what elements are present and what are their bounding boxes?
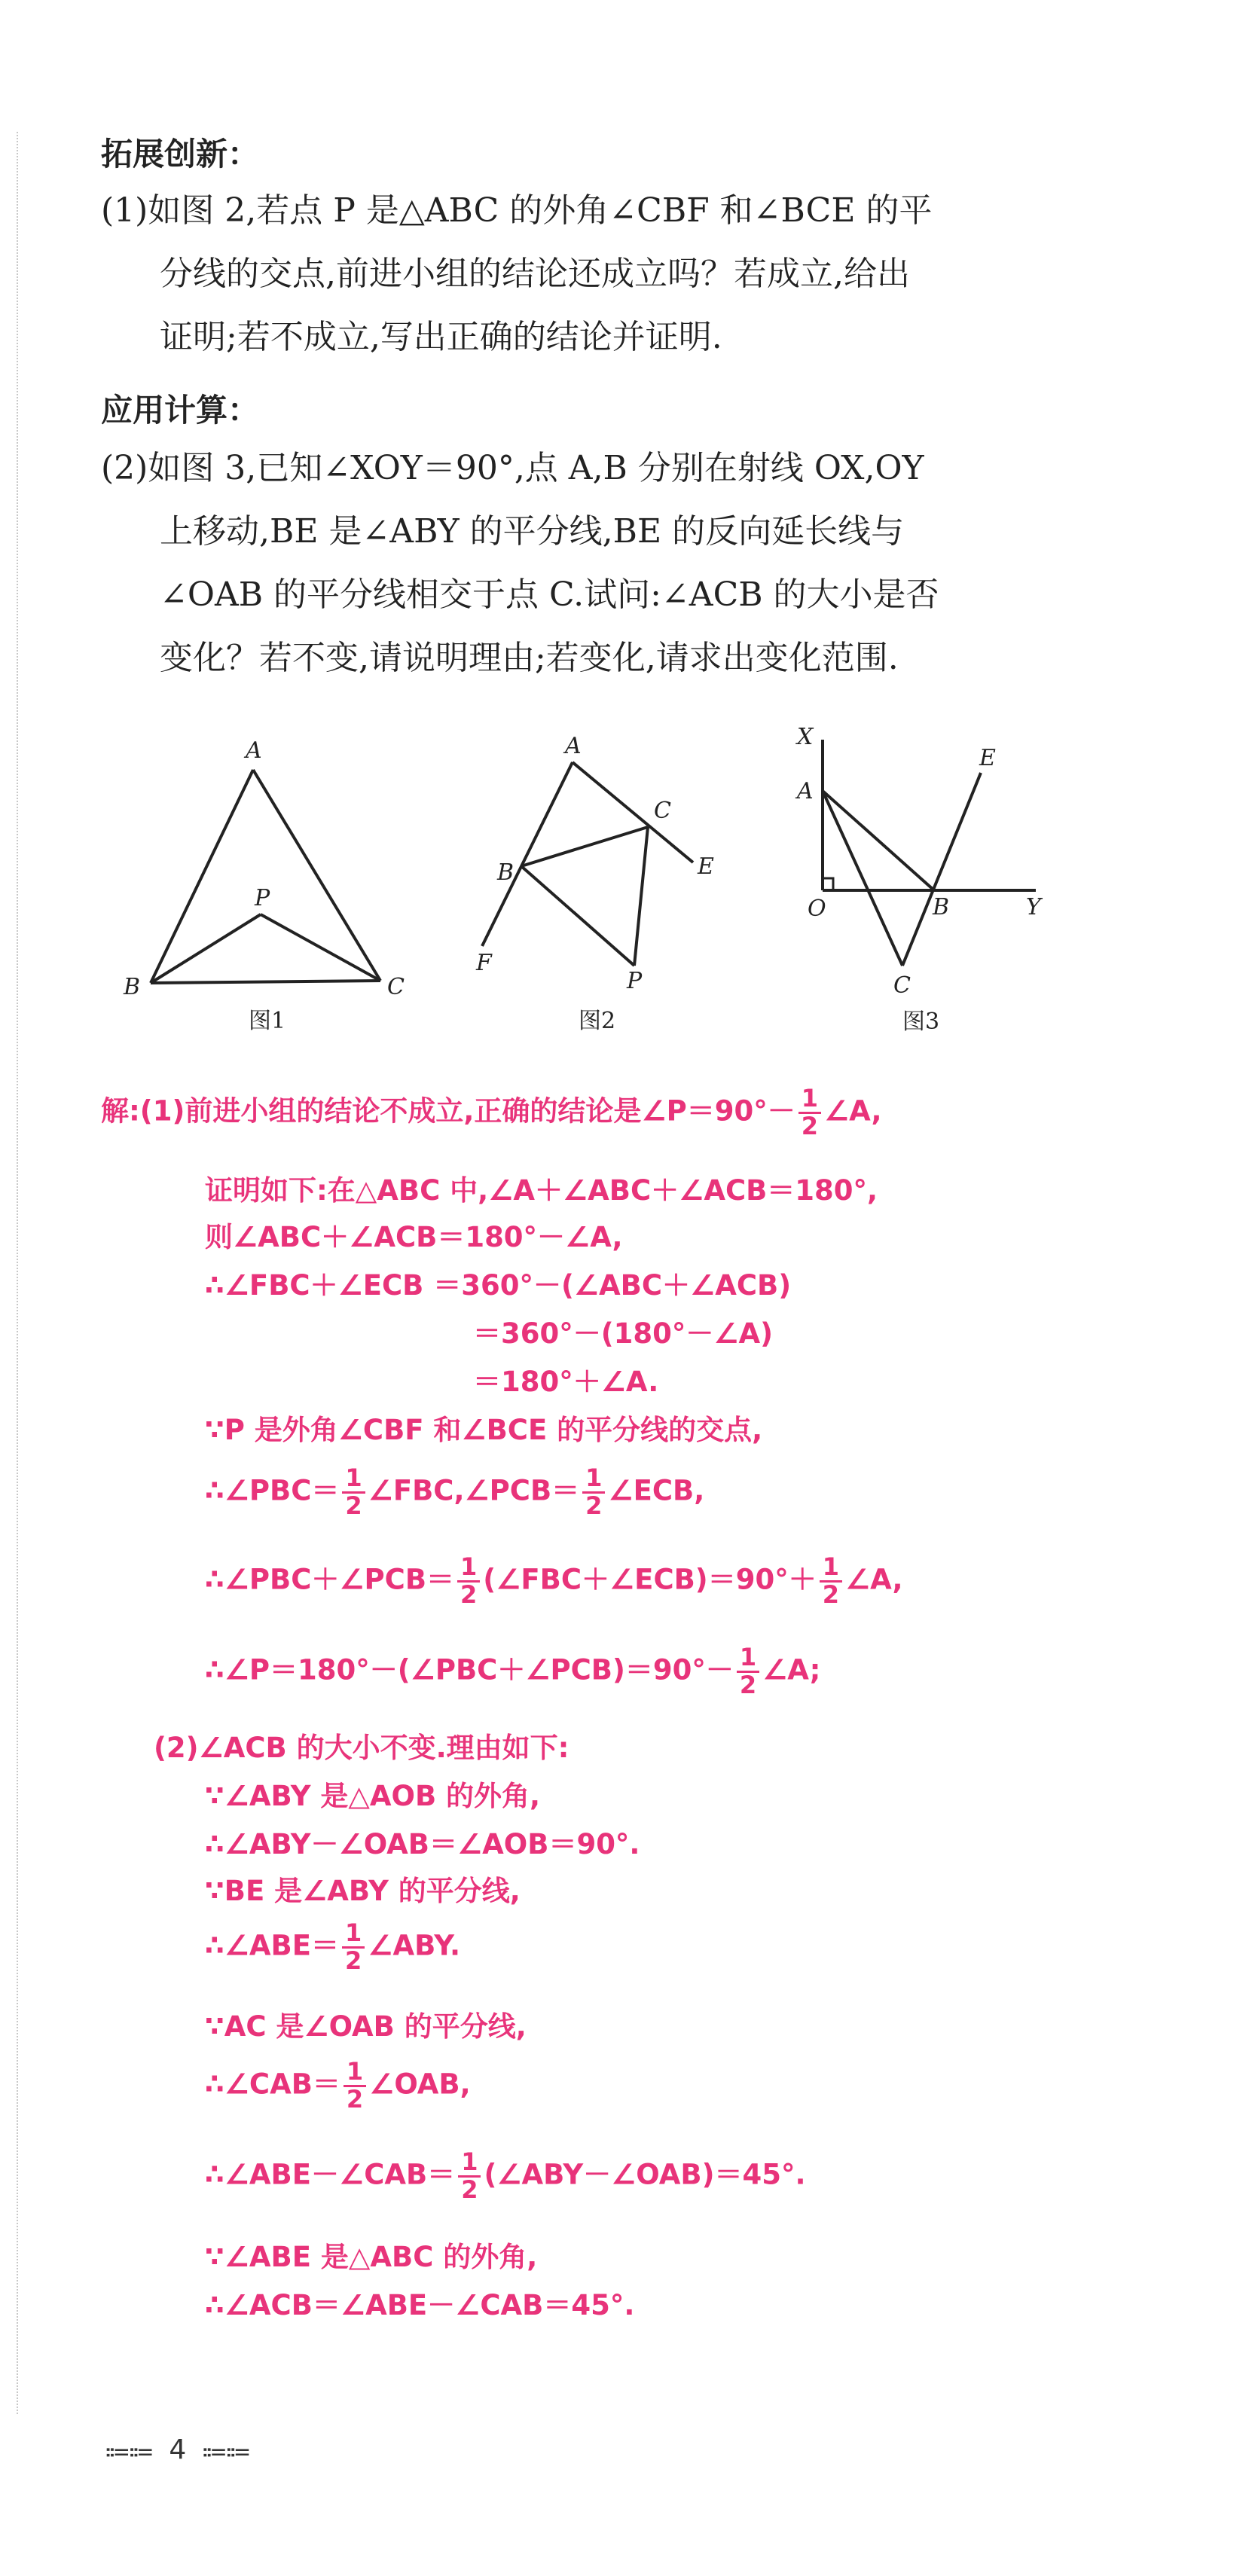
fig3-label-x: X (797, 724, 814, 750)
fig1-label-p: P (255, 885, 270, 911)
fig2-segment-bp (521, 866, 634, 966)
question-1-line-2: 分线的交点,前进小组的结论还成立吗？若成立,给出 (160, 255, 910, 293)
solution-1-line-2: 证明如下:在△ABC 中,∠A＋∠ABC＋∠ACB＝180°, (205, 1174, 878, 1207)
solution-1-line-3: 则∠ABC＋∠ACB＝180°－∠A, (205, 1221, 623, 1253)
solution-1-line-9: ∴∠PBC＋∠PCB＝ $\frac{1}{2}$ (∠FBC＋∠ECB)＝90°＋ $\frac{1}{2}$ ∠A, (205, 1552, 903, 1609)
fig1-segment-pc (261, 914, 380, 981)
fraction-half: $\frac{1}{2}$ (344, 2059, 366, 2112)
heading-extension: 拓展创新： (101, 136, 260, 172)
solution-2-line-2: ∵∠ABY 是△AOB 的外角, (205, 1780, 541, 1812)
left-margin-rule (17, 132, 18, 2414)
footer-ornament-right: ⩴⩴ (202, 2434, 250, 2465)
fig3-label-e: E (979, 745, 996, 771)
fig2-segment-cp (634, 827, 648, 966)
question-2-line-4: 变化？若不变,请说明理由;若变化,请求出变化范围. (160, 639, 899, 677)
page-number: 4 (169, 2434, 187, 2465)
page-footer (105, 2434, 250, 2466)
solution-2-line-3: ∴∠ABY－∠OAB＝∠AOB＝90°. (205, 1828, 640, 1860)
fig1-side-ac (253, 770, 380, 981)
fig3-right-angle-mark (823, 878, 833, 890)
solution-1-line-7: ∵P 是外角∠CBF 和∠BCE 的平分线的交点, (205, 1414, 763, 1446)
solution-2-line-1: (2)∠ACB 的大小不变.理由如下: (154, 1732, 569, 1764)
question-1-line-3: 证明;若不成立,写出正确的结论并证明. (160, 318, 722, 356)
solution-1-line-6: ＝180°＋∠A. (473, 1366, 659, 1398)
solution-2-line-4: ∵BE 是∠ABY 的平分线, (205, 1875, 521, 1907)
figure-2 (467, 731, 738, 1047)
fig2-label-p: P (627, 968, 643, 994)
fig2-label-f: F (476, 950, 492, 976)
fig1-side-bc (151, 981, 380, 983)
solution-1-line-4: ∴∠FBC＋∠ECB ＝360°－(∠ABC＋∠ACB) (205, 1269, 792, 1302)
fraction-half: $\frac{1}{2}$ (582, 1466, 605, 1518)
question-1-line-1: (1)如图 2,若点 P 是△ABC 的外角∠CBF 和∠BCE 的平 (101, 191, 933, 230)
fig2-label-e: E (698, 853, 714, 880)
fig2-ray-ac-extended (573, 762, 693, 862)
fraction-half: $\frac{1}{2}$ (342, 1466, 365, 1518)
fig3-label-o: O (808, 896, 826, 922)
solution-1-line-10: ∴∠P＝180°－(∠PBC＋∠PCB)＝90°－ $\frac{1}{2}$ ∠A; (205, 1643, 821, 1699)
footer-ornament-left: ⩴⩴ (105, 2434, 153, 2465)
fig1-label-c: C (387, 974, 405, 1000)
fig1-caption: 图1 (249, 1008, 286, 1034)
fraction-half: $\frac{1}{2}$ (457, 1555, 480, 1607)
figure-1 (113, 731, 429, 1047)
fig3-label-y: Y (1026, 894, 1041, 920)
question-2-line-1: (2)如图 3,已知∠XOY＝90°,点 A,B 分别在射线 OX,OY (101, 449, 924, 487)
question-2-line-2: 上移动,BE 是∠ABY 的平分线,BE 的反向延长线与 (160, 512, 905, 551)
solution-1-line-8: ∴∠PBC＝ $\frac{1}{2}$ ∠FBC,∠PCB＝ $\frac{1}{2}$ ∠ECB, (205, 1463, 705, 1520)
fig2-side-bc (521, 827, 648, 866)
solution-1-line-1: 解:(1)前进小组的结论不成立,正确的结论是∠P＝90°－ $\frac{1}{2}$ ∠A, (101, 1084, 882, 1140)
fig3-segment-ce (902, 773, 981, 966)
fraction-half: $\frac{1}{2}$ (737, 1645, 759, 1698)
fraction-half: $\frac{1}{2}$ (342, 1921, 365, 1973)
solution-2-line-7: ∴∠CAB＝ $\frac{1}{2}$ ∠OAB, (205, 2057, 471, 2114)
solution-2-line-5: ∴∠ABE＝ $\frac{1}{2}$ ∠ABY. (205, 1918, 461, 1975)
solution-2-line-10: ∴∠ACB＝∠ABE－∠CAB＝45°. (205, 2289, 635, 2321)
fig2-caption: 图2 (579, 1008, 616, 1034)
fig3-segment-ac (823, 791, 902, 966)
fig3-caption: 图3 (902, 1009, 940, 1035)
fig1-label-a: A (246, 737, 262, 764)
fraction-half: $\frac{1}{2}$ (458, 2150, 481, 2202)
figure-3 (776, 723, 1077, 1047)
solution-2-line-6: ∵AC 是∠OAB 的平分线, (205, 2010, 527, 2043)
solution-1-line-5: ＝360°－(180°－∠A) (473, 1317, 774, 1350)
fig3-label-b: B (933, 894, 950, 920)
fig3-segment-ab (823, 791, 934, 890)
fig3-label-a: A (797, 778, 814, 804)
solution-2-line-8: ∴∠ABE－∠CAB＝ $\frac{1}{2}$ (∠ABY－∠OAB)＝45°. (205, 2147, 806, 2204)
fig1-label-b: B (124, 974, 141, 1000)
heading-application: 应用计算： (101, 392, 260, 429)
fig3-label-c: C (893, 972, 911, 999)
fig2-label-b: B (497, 859, 515, 886)
fraction-half: $\frac{1}{2}$ (798, 1086, 821, 1139)
fig2-label-a: A (565, 733, 582, 759)
solution-2-line-9: ∵∠ABE 是△ABC 的外角, (205, 2241, 538, 2273)
question-2-line-3: ∠OAB 的平分线相交于点 C.试问:∠ACB 的大小是否 (160, 575, 939, 614)
fraction-half: $\frac{1}{2}$ (820, 1555, 842, 1607)
fig2-label-c: C (654, 798, 671, 824)
